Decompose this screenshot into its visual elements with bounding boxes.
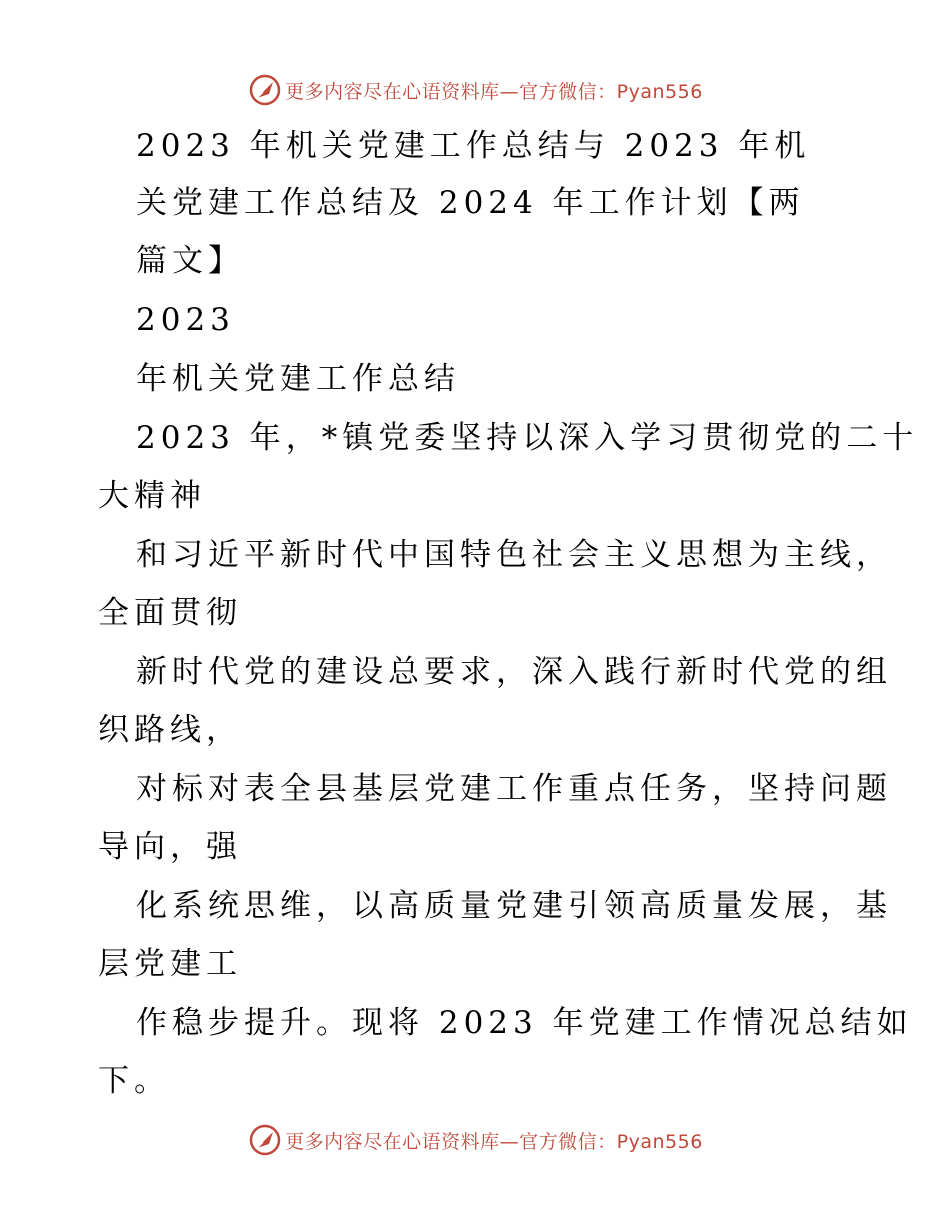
section-heading-title: 年机关党建工作总结: [136, 361, 460, 397]
body-line-10: 层党建工: [98, 946, 242, 982]
section-heading-year: 2023: [136, 302, 235, 338]
body-line-2: 大精神: [98, 478, 206, 514]
body-line-5: 新时代党的建设总要求，深入践行新时代党的组: [136, 654, 892, 690]
document-title-line-1: 2023 年机关党建工作总结与 2023 年机: [136, 128, 811, 164]
watermark-text: 更多内容尽在心语资料库—官方微信：Pyan556: [285, 80, 703, 103]
body-line-4: 全面贯彻: [98, 595, 242, 631]
watermark-text: 更多内容尽在心语资料库—官方微信：Pyan556: [285, 1130, 703, 1153]
body-line-8: 导向，强: [98, 829, 242, 865]
header-watermark: [0, 70, 950, 110]
body-line-9: 化系统思维，以高质量党建引领高质量发展，基: [136, 888, 892, 924]
document-title-line-3: 篇文】: [136, 243, 244, 279]
body-line-7: 对标对表全县基层党建工作重点任务，坚持问题: [136, 771, 892, 807]
document-title-line-2: 关党建工作总结及 2024 年工作计划【两: [136, 185, 805, 221]
body-line-1: 2023 年，*镇党委坚持以深入学习贯彻党的二十: [136, 420, 919, 456]
body-line-11: 作稳步提升。现将 2023 年党建工作情况总结如: [136, 1005, 913, 1041]
quill-pen-logo-icon: [247, 72, 283, 108]
footer-watermark: [0, 1120, 950, 1160]
body-line-3: 和习近平新时代中国特色社会主义思想为主线，: [136, 537, 892, 573]
body-line-6: 织路线，: [98, 712, 242, 748]
quill-pen-logo-icon: [247, 1122, 283, 1158]
body-line-12: 下。: [98, 1063, 170, 1099]
